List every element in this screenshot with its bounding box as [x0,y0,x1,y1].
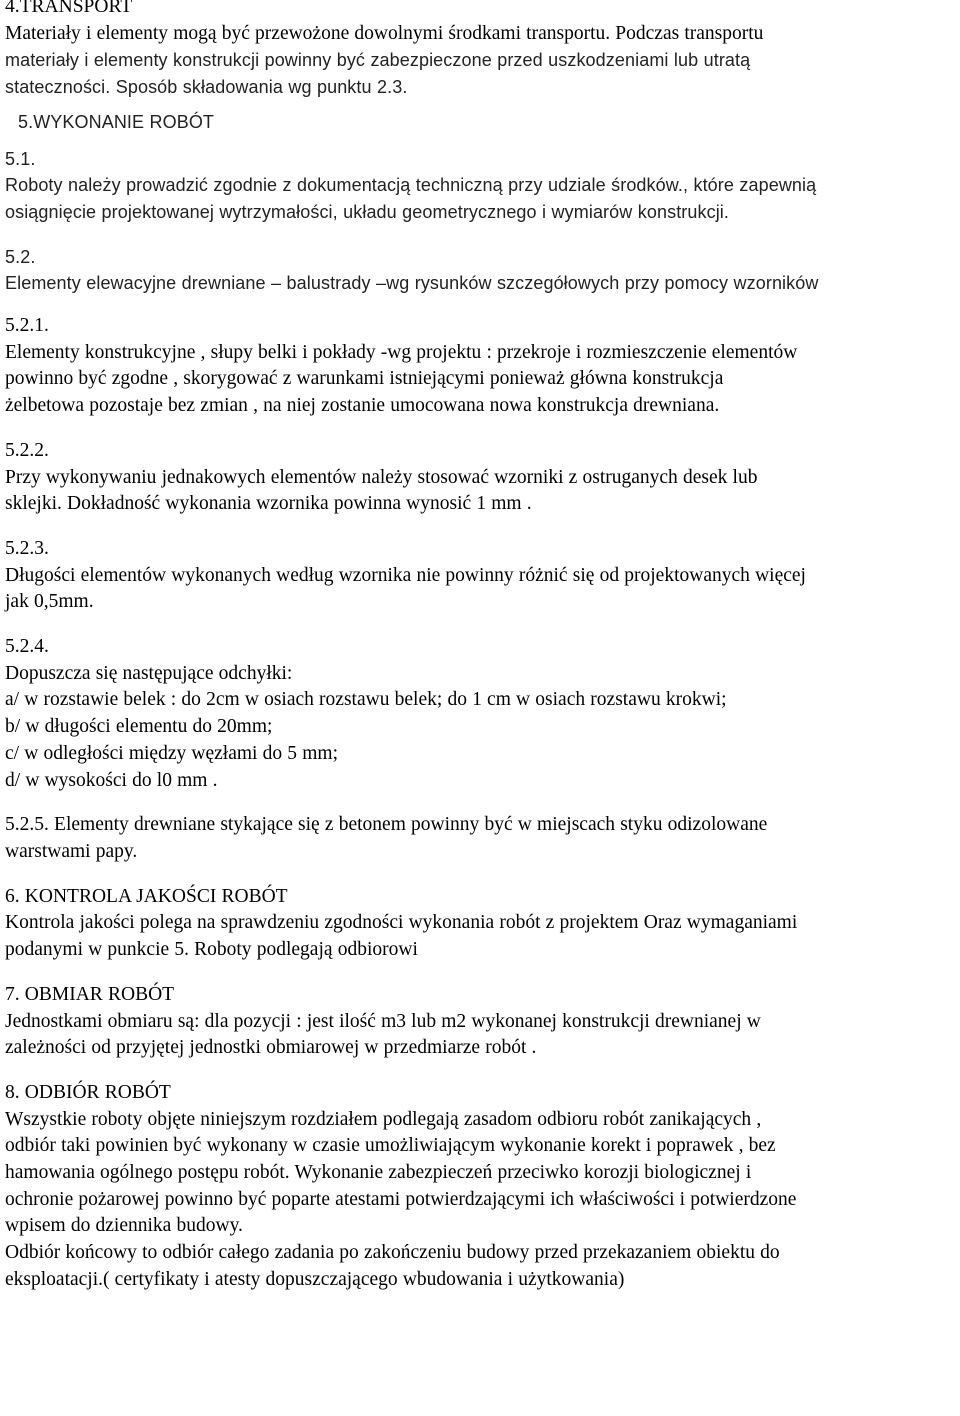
section-4-transport [5,0,960,101]
paragraph-line: Przy wykonywaniu jednakowych elementów należy stosować wzorniki z ostruganych desek lub [5,466,758,488]
paragraph-line: zależności od przyjętej jednostki obmiarowej w przedmiarze robót . [5,1037,537,1059]
paragraph-line: Długości elementów wykonanych według wzornika nie powinny różnić się od projektowanych więcej [5,564,806,586]
paragraph-line: sklejki. Dokładność wykonania wzornika powinna wynosić 1 mm . [5,493,532,515]
paragraph-line: Elementy elewacyjne drewniane – balustrady –wg rysunków szczegółowych przy pomocy wzorników [5,273,819,294]
list-item: c/ w odległości między węzłami do 5 mm; [5,742,338,764]
paragraph-line: stateczności. Sposób składowania wg punktu 2.3. [5,77,408,98]
section-number: 5.2.2. [5,439,49,461]
paragraph-line: Materiały i elementy mogą być przewożone dowolnymi środkami transportu. Podczas transportu [5,22,764,44]
section-heading: 5.WYKONANIE ROBÓT [18,111,215,132]
paragraph-line: żelbetowa pozostaje bez zmian , na niej zostanie umocowana nowa konstrukcja drewniana. [5,395,720,417]
section-heading: 7. OBMIAR ROBÓT [5,983,175,1005]
paragraph-line: hamowania ogólnego postępu robót. Wykonanie zabezpieczeń przeciwko korozji biologicznej i [5,1162,752,1184]
paragraph-line: jak 0,5mm. [5,591,94,613]
section-5-1 [5,146,960,226]
section-number: 5.2.4. [5,636,49,658]
section-8-odbior [5,1080,960,1294]
paragraph-line: podanymi w punkcie 5. Roboty podlegają odbiorowi [5,939,418,961]
section-number: 5.2. [5,246,36,267]
section-number: 5.2.1. [5,315,49,337]
section-6-kontrola [5,884,960,964]
paragraph-line: Jednostkami obmiaru są: dla pozycji : jest ilość m3 lub m2 wykonanej konstrukcji drewnianej w [5,1010,761,1032]
paragraph-line: Kontrola jakości polega na sprawdzeniu zgodności wykonania robót z projektem Oraz wymaganiami [5,912,798,934]
paragraph-line: eksploatacji.( certyfikaty i atesty dopuszczającego wbudowania i użytkowania) [5,1268,625,1290]
paragraph-line: Elementy konstrukcyjne , słupy belki i pokłady -wg projektu : przekroje i rozmieszczenie elementów [5,341,798,363]
list-item: b/ w długości elementu do 20mm; [5,716,273,738]
paragraph-line: odbiór taki powinien być wykonany w czasie umożliwiającym wykonanie korekt i poprawek , bez [5,1135,776,1157]
section-5-2-4 [5,634,960,794]
paragraph-line: ochronie pożarowej powinno być poparte atestami potwierdzającymi ich właściwości i potwierdzone [5,1188,797,1210]
section-5-2-1 [5,313,960,420]
paragraph-line: Wszystkie roboty objęte niniejszym rozdziałem podlegają zasadom odbioru robót zanikających , [5,1108,762,1130]
section-number: 5.1. [5,148,36,169]
section-5-2 [5,244,960,297]
paragraph-line: warstwami papy. [5,840,138,862]
section-5-2-2 [5,438,960,518]
section-5-2-3 [5,536,960,616]
paragraph-line: 5.2.5. Elementy drewniane stykające się z betonem powinny być w miejscach styku odizolowane [5,814,768,836]
section-5-wykonanie [5,109,960,136]
paragraph-line: powinno być zgodne , skorygować z warunkami istniejącymi ponieważ główna konstrukcja [5,368,724,390]
section-7-obmiar [5,982,960,1062]
list-item: a/ w rozstawie belek : do 2cm w osiach rozstawu belek; do 1 cm w osiach rozstawu krokwi; [5,689,727,711]
section-heading: 6. KONTROLA JAKOŚCI ROBÓT [5,885,288,907]
paragraph-line: Dopuszcza się następujące odchyłki: [5,662,293,684]
paragraph-line: materiały i elementy konstrukcji powinny być zabezpieczone przed uszkodzeniami lub utratą [5,50,751,71]
list-item: d/ w wysokości do l0 mm . [5,769,218,791]
section-5-2-5 [5,812,960,865]
paragraph-line: wpisem do dziennika budowy. [5,1215,243,1237]
section-heading: 8. ODBIÓR ROBÓT [5,1081,171,1103]
section-number: 5.2.3. [5,537,49,559]
section-heading: 4.TRANSPORT [5,0,133,17]
paragraph-line: osiągnięcie projektowanej wytrzymałości, układu geometrycznego i wymiarów konstrukcji. [5,201,729,222]
paragraph-line: Odbiór końcowy to odbiór całego zadania po zakończeniu budowy przed przekazaniem obiektu do [5,1242,780,1264]
paragraph-line: Roboty należy prowadzić zgodnie z dokumentacją techniczną przy udziale środków., które zapewnią [5,175,817,196]
